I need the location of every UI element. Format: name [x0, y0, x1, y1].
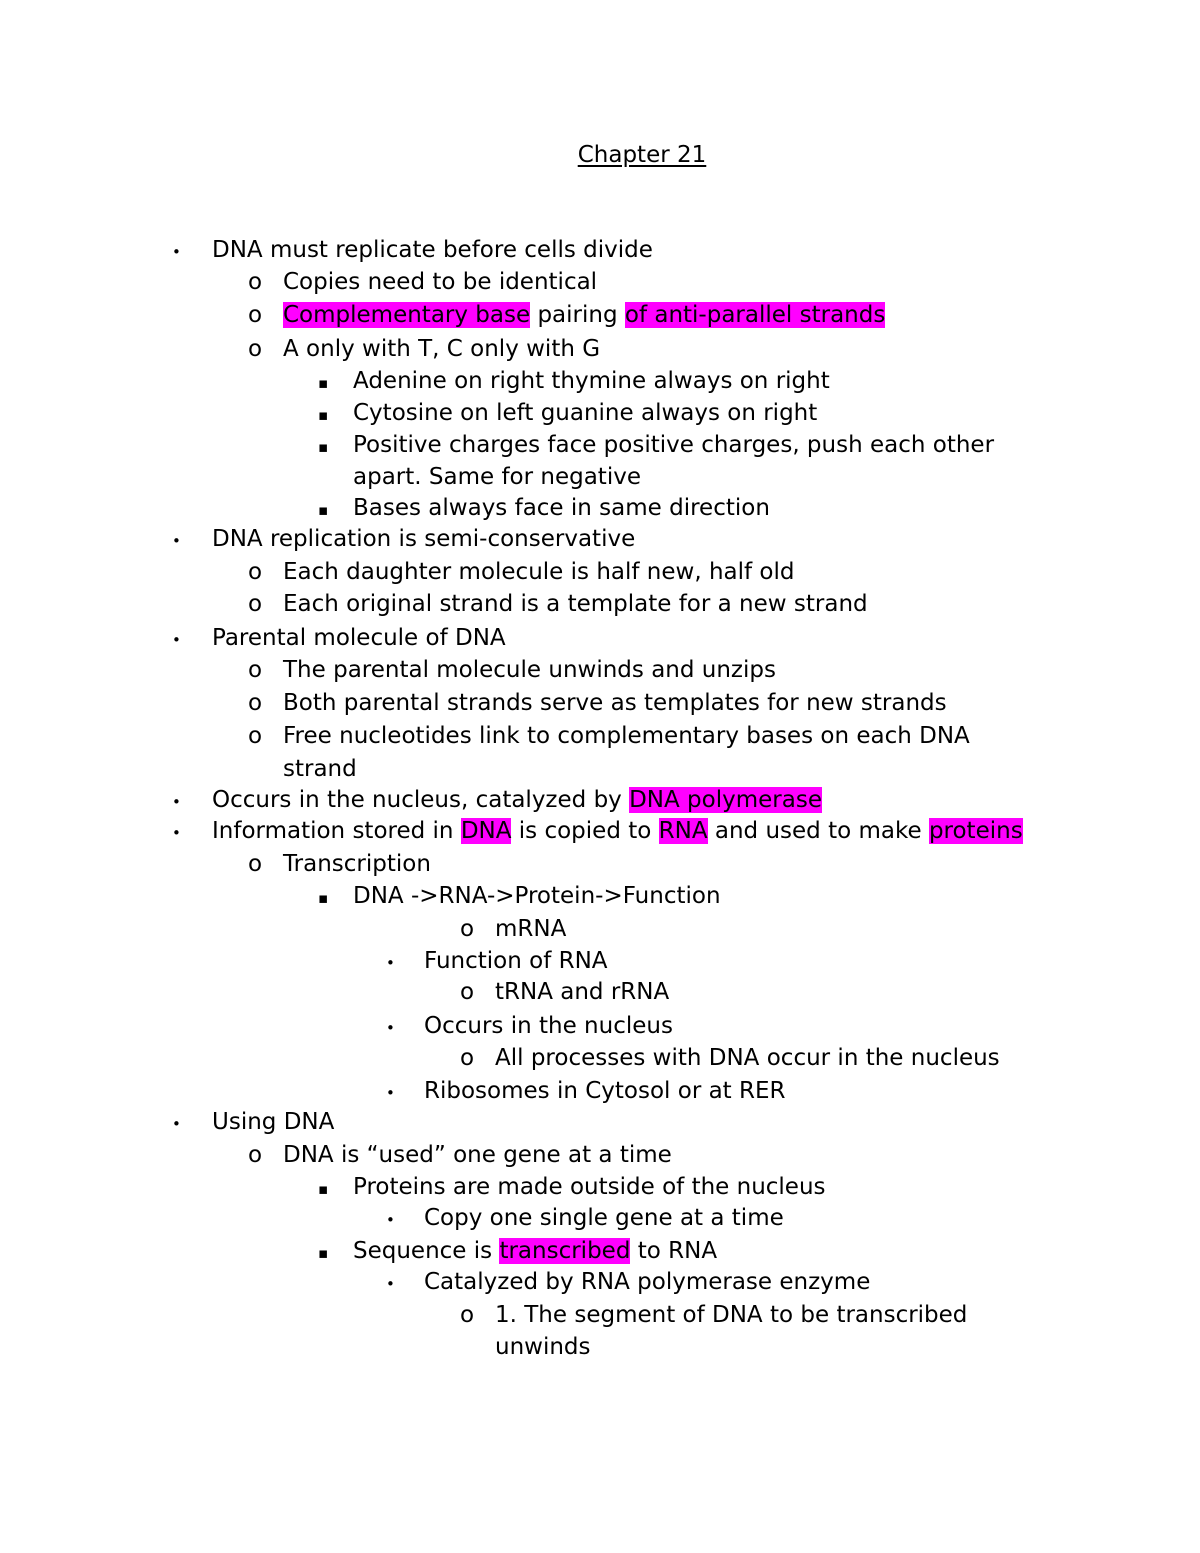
disc-bullet: •: [172, 631, 181, 649]
list-item: Using DNA: [212, 1109, 335, 1135]
circle-bullet: o: [460, 916, 475, 942]
square-bullet: ▪: [318, 889, 329, 907]
list-item: 1. The segment of DNA to be transcribed: [495, 1302, 968, 1328]
list-item: Proteins are made outside of the nucleus: [353, 1174, 826, 1200]
list-item-continuation: unwinds: [495, 1334, 591, 1360]
square-bullet: ▪: [318, 438, 329, 456]
list-item: Function of RNA: [424, 948, 608, 974]
disc-bullet: •: [386, 954, 395, 972]
list-item: [212, 784, 822, 816]
list-item-continuation: apart. Same for negative: [353, 464, 641, 490]
list-item: Positive charges face positive charges, push each other: [353, 432, 995, 458]
highlighted-text: RNA: [658, 818, 708, 844]
highlighted-text: Complementary base: [283, 302, 531, 328]
circle-bullet: o: [248, 851, 263, 877]
list-item: Copy one single gene at a time: [424, 1205, 784, 1231]
highlighted-text: proteins: [928, 818, 1023, 844]
text-run: Occurs in the nucleus, catalyzed by: [212, 787, 630, 813]
circle-bullet: o: [248, 269, 263, 295]
list-item: [212, 815, 1023, 847]
circle-bullet: o: [248, 302, 263, 328]
list-item: A only with T, C only with G: [283, 336, 601, 362]
circle-bullet: o: [248, 336, 263, 362]
square-bullet: ▪: [318, 374, 329, 392]
list-item: mRNA: [495, 916, 567, 942]
list-item: Cytosine on left guanine always on right: [353, 400, 818, 426]
list-item: Ribosomes in Cytosol or at RER: [424, 1078, 786, 1104]
list-item: Each original strand is a template for a new strand: [283, 591, 868, 617]
circle-bullet: o: [460, 979, 475, 1005]
text-run: to RNA: [630, 1238, 718, 1264]
circle-bullet: o: [248, 657, 263, 683]
list-item: Occurs in the nucleus: [424, 1013, 673, 1039]
list-item: Parental molecule of DNA: [212, 625, 506, 651]
text-run: pairing: [530, 302, 625, 328]
highlighted-text: transcribed: [499, 1238, 631, 1264]
list-item: [283, 299, 885, 331]
disc-bullet: •: [172, 243, 181, 261]
circle-bullet: o: [248, 723, 263, 749]
list-item: All processes with DNA occur in the nucleus: [495, 1045, 1000, 1071]
list-item: [353, 1235, 717, 1267]
text-run: is copied to: [511, 818, 659, 844]
disc-bullet: •: [386, 1084, 395, 1102]
disc-bullet: •: [386, 1019, 395, 1037]
list-item: Catalyzed by RNA polymerase enzyme: [424, 1269, 871, 1295]
disc-bullet: •: [172, 1115, 181, 1133]
disc-bullet: •: [386, 1211, 395, 1229]
list-item: Free nucleotides link to complementary bases on each DNA: [283, 723, 970, 749]
circle-bullet: o: [248, 591, 263, 617]
disc-bullet: •: [386, 1275, 395, 1293]
disc-bullet: •: [172, 793, 181, 811]
list-item: Copies need to be identical: [283, 269, 598, 295]
list-item: Adenine on right thymine always on right: [353, 368, 830, 394]
list-item: DNA ->RNA->Protein->Function: [353, 883, 721, 909]
highlighted-text: of anti-parallel strands: [624, 302, 886, 328]
list-item-continuation: strand: [283, 756, 357, 782]
circle-bullet: o: [248, 559, 263, 585]
list-item: Transcription: [283, 851, 431, 877]
text-run: Information stored in: [212, 818, 461, 844]
text-run: Sequence is: [353, 1238, 500, 1264]
square-bullet: ▪: [318, 1180, 329, 1198]
circle-bullet: o: [460, 1045, 475, 1071]
circle-bullet: o: [248, 1142, 263, 1168]
circle-bullet: o: [248, 690, 263, 716]
list-item: DNA must replicate before cells divide: [212, 237, 653, 263]
page-title: Chapter 21: [577, 142, 707, 168]
list-item: The parental molecule unwinds and unzips: [283, 657, 776, 683]
text-run: and used to make: [707, 818, 929, 844]
list-item: Both parental strands serve as templates for new strands: [283, 690, 947, 716]
disc-bullet: •: [172, 824, 181, 842]
list-item: Each daughter molecule is half new, half old: [283, 559, 795, 585]
highlighted-text: DNA: [460, 818, 512, 844]
list-item: tRNA and rRNA: [495, 979, 670, 1005]
disc-bullet: •: [172, 532, 181, 550]
square-bullet: ▪: [318, 406, 329, 424]
list-item: DNA replication is semi-conservative: [212, 526, 636, 552]
square-bullet: ▪: [318, 501, 329, 519]
list-item: DNA is “used” one gene at a time: [283, 1142, 672, 1168]
square-bullet: ▪: [318, 1244, 329, 1262]
list-item: Bases always face in same direction: [353, 495, 770, 521]
circle-bullet: o: [460, 1302, 475, 1328]
highlighted-text: DNA polymerase: [629, 787, 822, 813]
